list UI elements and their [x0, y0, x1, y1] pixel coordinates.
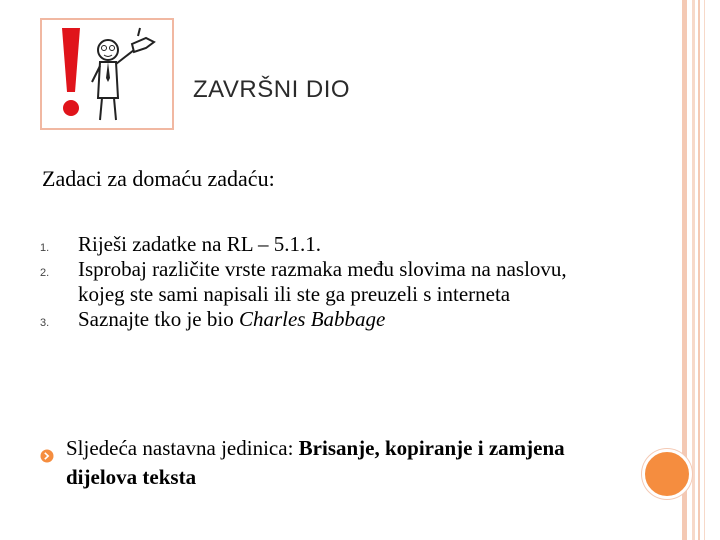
list-number: 1. [40, 242, 50, 254]
task-text: Saznajte tko je bio [78, 307, 239, 331]
next-lesson [40, 434, 626, 492]
task-text: Isprobaj različite vrste razmaka među slovima na naslovu, kojeg ste sami napisali ili ste ga preuzeli s interneta [78, 257, 567, 306]
list-number: 2. [40, 267, 50, 279]
orange-circle-bullet-icon [40, 442, 54, 471]
next-lesson-prefix: Sljedeća nastavna jedinica: [66, 436, 299, 460]
slide-title: ZAVRŠNI DIO [193, 76, 351, 103]
task-list [40, 232, 600, 332]
list-item [40, 257, 600, 307]
decor-circle [642, 449, 692, 499]
decor-rail [692, 0, 695, 540]
exclamation-man-icon [40, 18, 174, 130]
list-item [40, 307, 600, 332]
decor-rail [704, 0, 705, 540]
intro-text: Zadaci za domaću zadaću: [42, 166, 275, 191]
list-number: 3. [40, 317, 50, 329]
list-item [40, 232, 600, 257]
decor-rail [698, 0, 700, 540]
next-lesson-title: Brisanje, kopiranje i zamjena dijelova teksta [66, 436, 565, 489]
task-text: Riješi zadatke na RL – 5.1.1. [78, 232, 321, 256]
task-italic-text: Charles Babbage [238, 307, 386, 331]
